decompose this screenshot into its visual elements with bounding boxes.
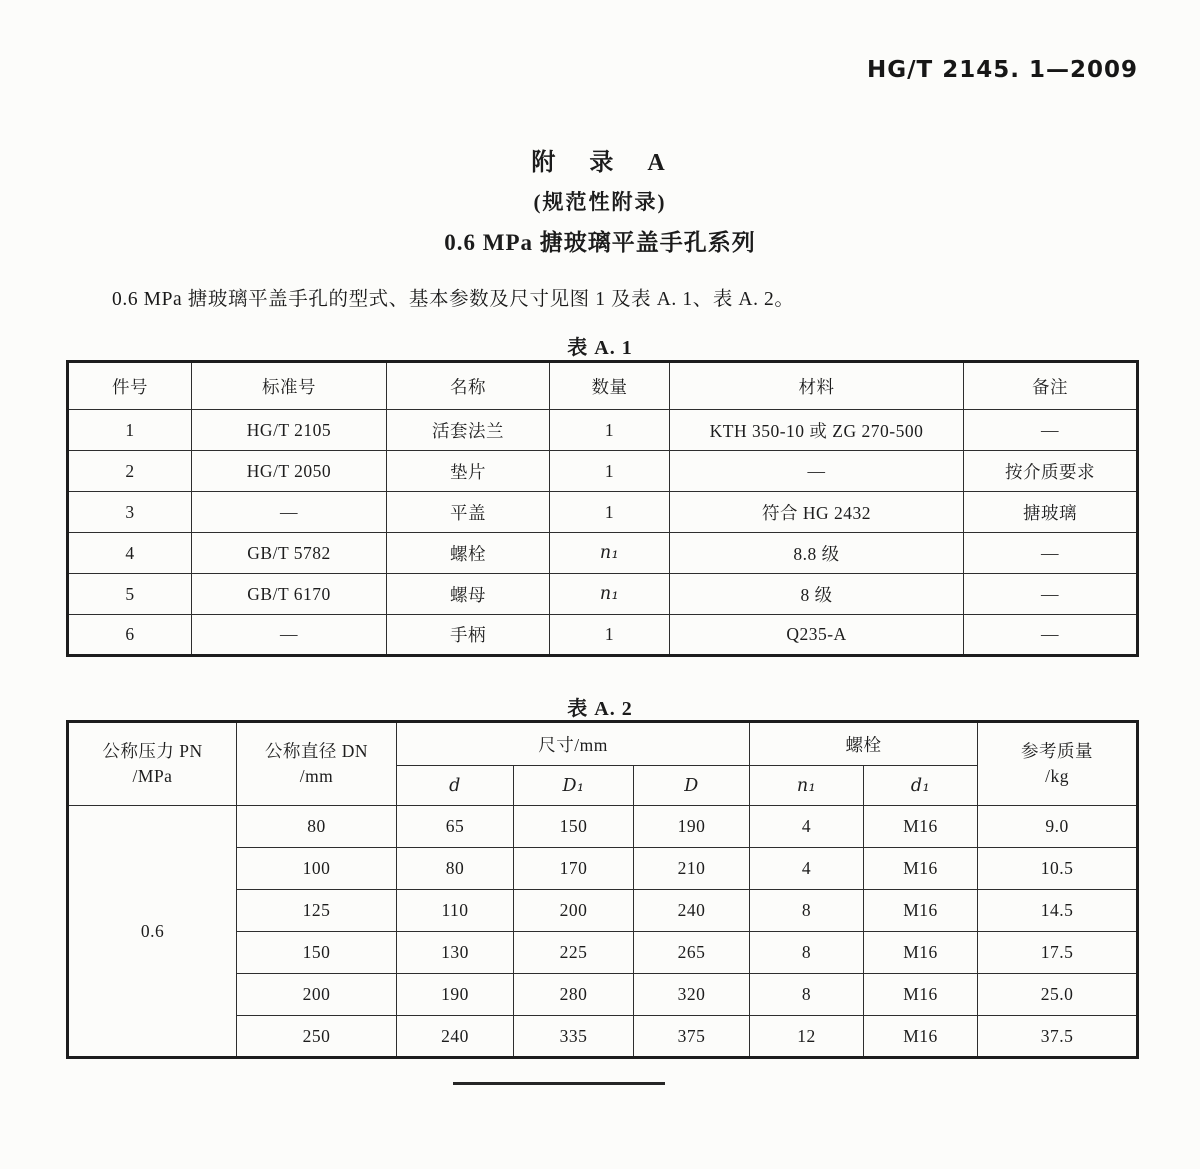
table-cell: 8 — [750, 974, 864, 1016]
column-header-dn-line2: /mm — [299, 766, 334, 786]
table-cell: n₁ — [550, 533, 670, 574]
table-cell: 1 — [550, 451, 670, 492]
table-cell: 170 — [514, 848, 634, 890]
table-cell: HG/T 2050 — [192, 451, 387, 492]
table-cell: 190 — [634, 806, 750, 848]
column-header-mass-line1: 参考质量 — [1021, 740, 1094, 761]
table-cell: 240 — [634, 890, 750, 932]
table-cell: 搪玻璃 — [964, 492, 1138, 533]
table-cell: 活套法兰 — [387, 410, 550, 451]
sub-header-d1: d₁ — [864, 766, 978, 806]
table-cell: — — [964, 410, 1138, 451]
table-cell: 17.5 — [978, 932, 1138, 974]
table-cell: 200 — [514, 890, 634, 932]
table-cell: M16 — [864, 806, 978, 848]
table-cell: 375 — [634, 1016, 750, 1058]
table-cell: 80 — [397, 848, 514, 890]
sub-header-n1: n₁ — [750, 766, 864, 806]
table-cell: 150 — [237, 932, 397, 974]
table-cell: — — [670, 451, 964, 492]
table-cell: 4 — [750, 848, 864, 890]
table-cell: 1 — [550, 615, 670, 656]
table-cell: 80 — [237, 806, 397, 848]
table-cell: 110 — [397, 890, 514, 932]
table-cell: 37.5 — [978, 1016, 1138, 1058]
table-cell: 125 — [237, 890, 397, 932]
table-cell: 1 — [550, 410, 670, 451]
standard-number: HG/T 2145. 1—2009 — [867, 57, 1138, 83]
table-cell: 210 — [634, 848, 750, 890]
table-cell: 12 — [750, 1016, 864, 1058]
table-cell: 8.8 级 — [670, 533, 964, 574]
table-row — [68, 533, 1138, 574]
table-cell: 9.0 — [978, 806, 1138, 848]
table-cell: 5 — [68, 574, 192, 615]
table-cell: M16 — [864, 890, 978, 932]
table-a1 — [66, 360, 1139, 657]
column-header-mass — [978, 722, 1138, 806]
table-cell: GB/T 5782 — [192, 533, 387, 574]
column-header: 件号 — [68, 362, 192, 410]
table-cell: 250 — [237, 1016, 397, 1058]
table-cell: — — [964, 574, 1138, 615]
column-header: 备注 — [964, 362, 1138, 410]
appendix-heading: 0.6 MPa 搪玻璃平盖手孔系列 — [444, 230, 756, 255]
table-cell: 8 — [750, 890, 864, 932]
table-cell: 1 — [550, 492, 670, 533]
table-cell: — — [192, 615, 387, 656]
table-cell: 4 — [750, 806, 864, 848]
table-cell: n₁ — [550, 574, 670, 615]
table-row — [68, 615, 1138, 656]
table-cell: 65 — [397, 806, 514, 848]
table-a2-header-row-1 — [68, 722, 1138, 766]
table-cell: 10.5 — [978, 848, 1138, 890]
table-cell: — — [964, 615, 1138, 656]
column-header: 名称 — [387, 362, 550, 410]
footer-divider — [453, 1082, 665, 1085]
table-cell: 225 — [514, 932, 634, 974]
table-cell: 螺母 — [387, 574, 550, 615]
table-cell: 手柄 — [387, 615, 550, 656]
table-cell: 螺栓 — [387, 533, 550, 574]
table-cell: 8 级 — [670, 574, 964, 615]
table-a1-caption: 表 A. 1 — [567, 337, 633, 359]
table-cell: KTH 350-10 或 ZG 270-500 — [670, 410, 964, 451]
sub-header-d-cap: D — [634, 766, 750, 806]
table-cell: 垫片 — [387, 451, 550, 492]
table-cell: 按介质要求 — [964, 451, 1138, 492]
column-header-dn-line1: 公称直径 DN — [264, 740, 369, 761]
table-cell: M16 — [864, 1016, 978, 1058]
table-cell: 25.0 — [978, 974, 1138, 1016]
column-header-mass-line2: /kg — [1045, 766, 1069, 786]
sub-header-d: d — [397, 766, 514, 806]
table-a2 — [66, 720, 1139, 1059]
column-header-pn — [68, 722, 237, 806]
table-cell: M16 — [864, 974, 978, 1016]
group-header-size: 尺寸/mm — [397, 722, 750, 766]
table-cell: M16 — [864, 848, 978, 890]
column-header-pn-line1: 公称压力 PN — [102, 740, 203, 761]
table-row — [68, 492, 1138, 533]
table-cell: M16 — [864, 932, 978, 974]
column-header-pn-line2: /MPa — [132, 766, 173, 786]
pn-value-cell: 0.6 — [68, 806, 237, 1058]
table-cell: 335 — [514, 1016, 634, 1058]
table-cell: HG/T 2105 — [192, 410, 387, 451]
intro-paragraph: 0.6 MPa 搪玻璃平盖手孔的型式、基本参数及尺寸见图 1 及表 A. 1、表 A. 2。 — [112, 289, 795, 310]
sub-header-d1-cap: D₁ — [514, 766, 634, 806]
table-row — [68, 574, 1138, 615]
table-row — [68, 451, 1138, 492]
table-a2-caption: 表 A. 2 — [567, 698, 633, 720]
table-cell: 200 — [237, 974, 397, 1016]
table-cell: 240 — [397, 1016, 514, 1058]
column-header: 数量 — [550, 362, 670, 410]
table-cell: Q235-A — [670, 615, 964, 656]
column-header: 材料 — [670, 362, 964, 410]
table-cell: 2 — [68, 451, 192, 492]
table-cell: 4 — [68, 533, 192, 574]
table-cell: 150 — [514, 806, 634, 848]
appendix-title: 附 录 A — [531, 150, 669, 176]
table-row — [68, 806, 1138, 848]
column-header-dn — [237, 722, 397, 806]
table-cell: 14.5 — [978, 890, 1138, 932]
table-cell: 平盖 — [387, 492, 550, 533]
column-header: 标准号 — [192, 362, 387, 410]
appendix-subtitle: (规范性附录) — [533, 190, 667, 214]
table-cell: — — [192, 492, 387, 533]
table-cell: 190 — [397, 974, 514, 1016]
table-cell: 3 — [68, 492, 192, 533]
table-cell: 130 — [397, 932, 514, 974]
table-cell: 符合 HG 2432 — [670, 492, 964, 533]
table-cell: 280 — [514, 974, 634, 1016]
table-row — [68, 410, 1138, 451]
table-a1-header-row — [68, 362, 1138, 410]
table-cell: 6 — [68, 615, 192, 656]
group-header-bolt: 螺栓 — [750, 722, 978, 766]
table-cell: 265 — [634, 932, 750, 974]
table-cell: 8 — [750, 932, 864, 974]
table-cell: 1 — [68, 410, 192, 451]
table-cell: 100 — [237, 848, 397, 890]
table-cell: 320 — [634, 974, 750, 1016]
table-cell: GB/T 6170 — [192, 574, 387, 615]
table-cell: — — [964, 533, 1138, 574]
